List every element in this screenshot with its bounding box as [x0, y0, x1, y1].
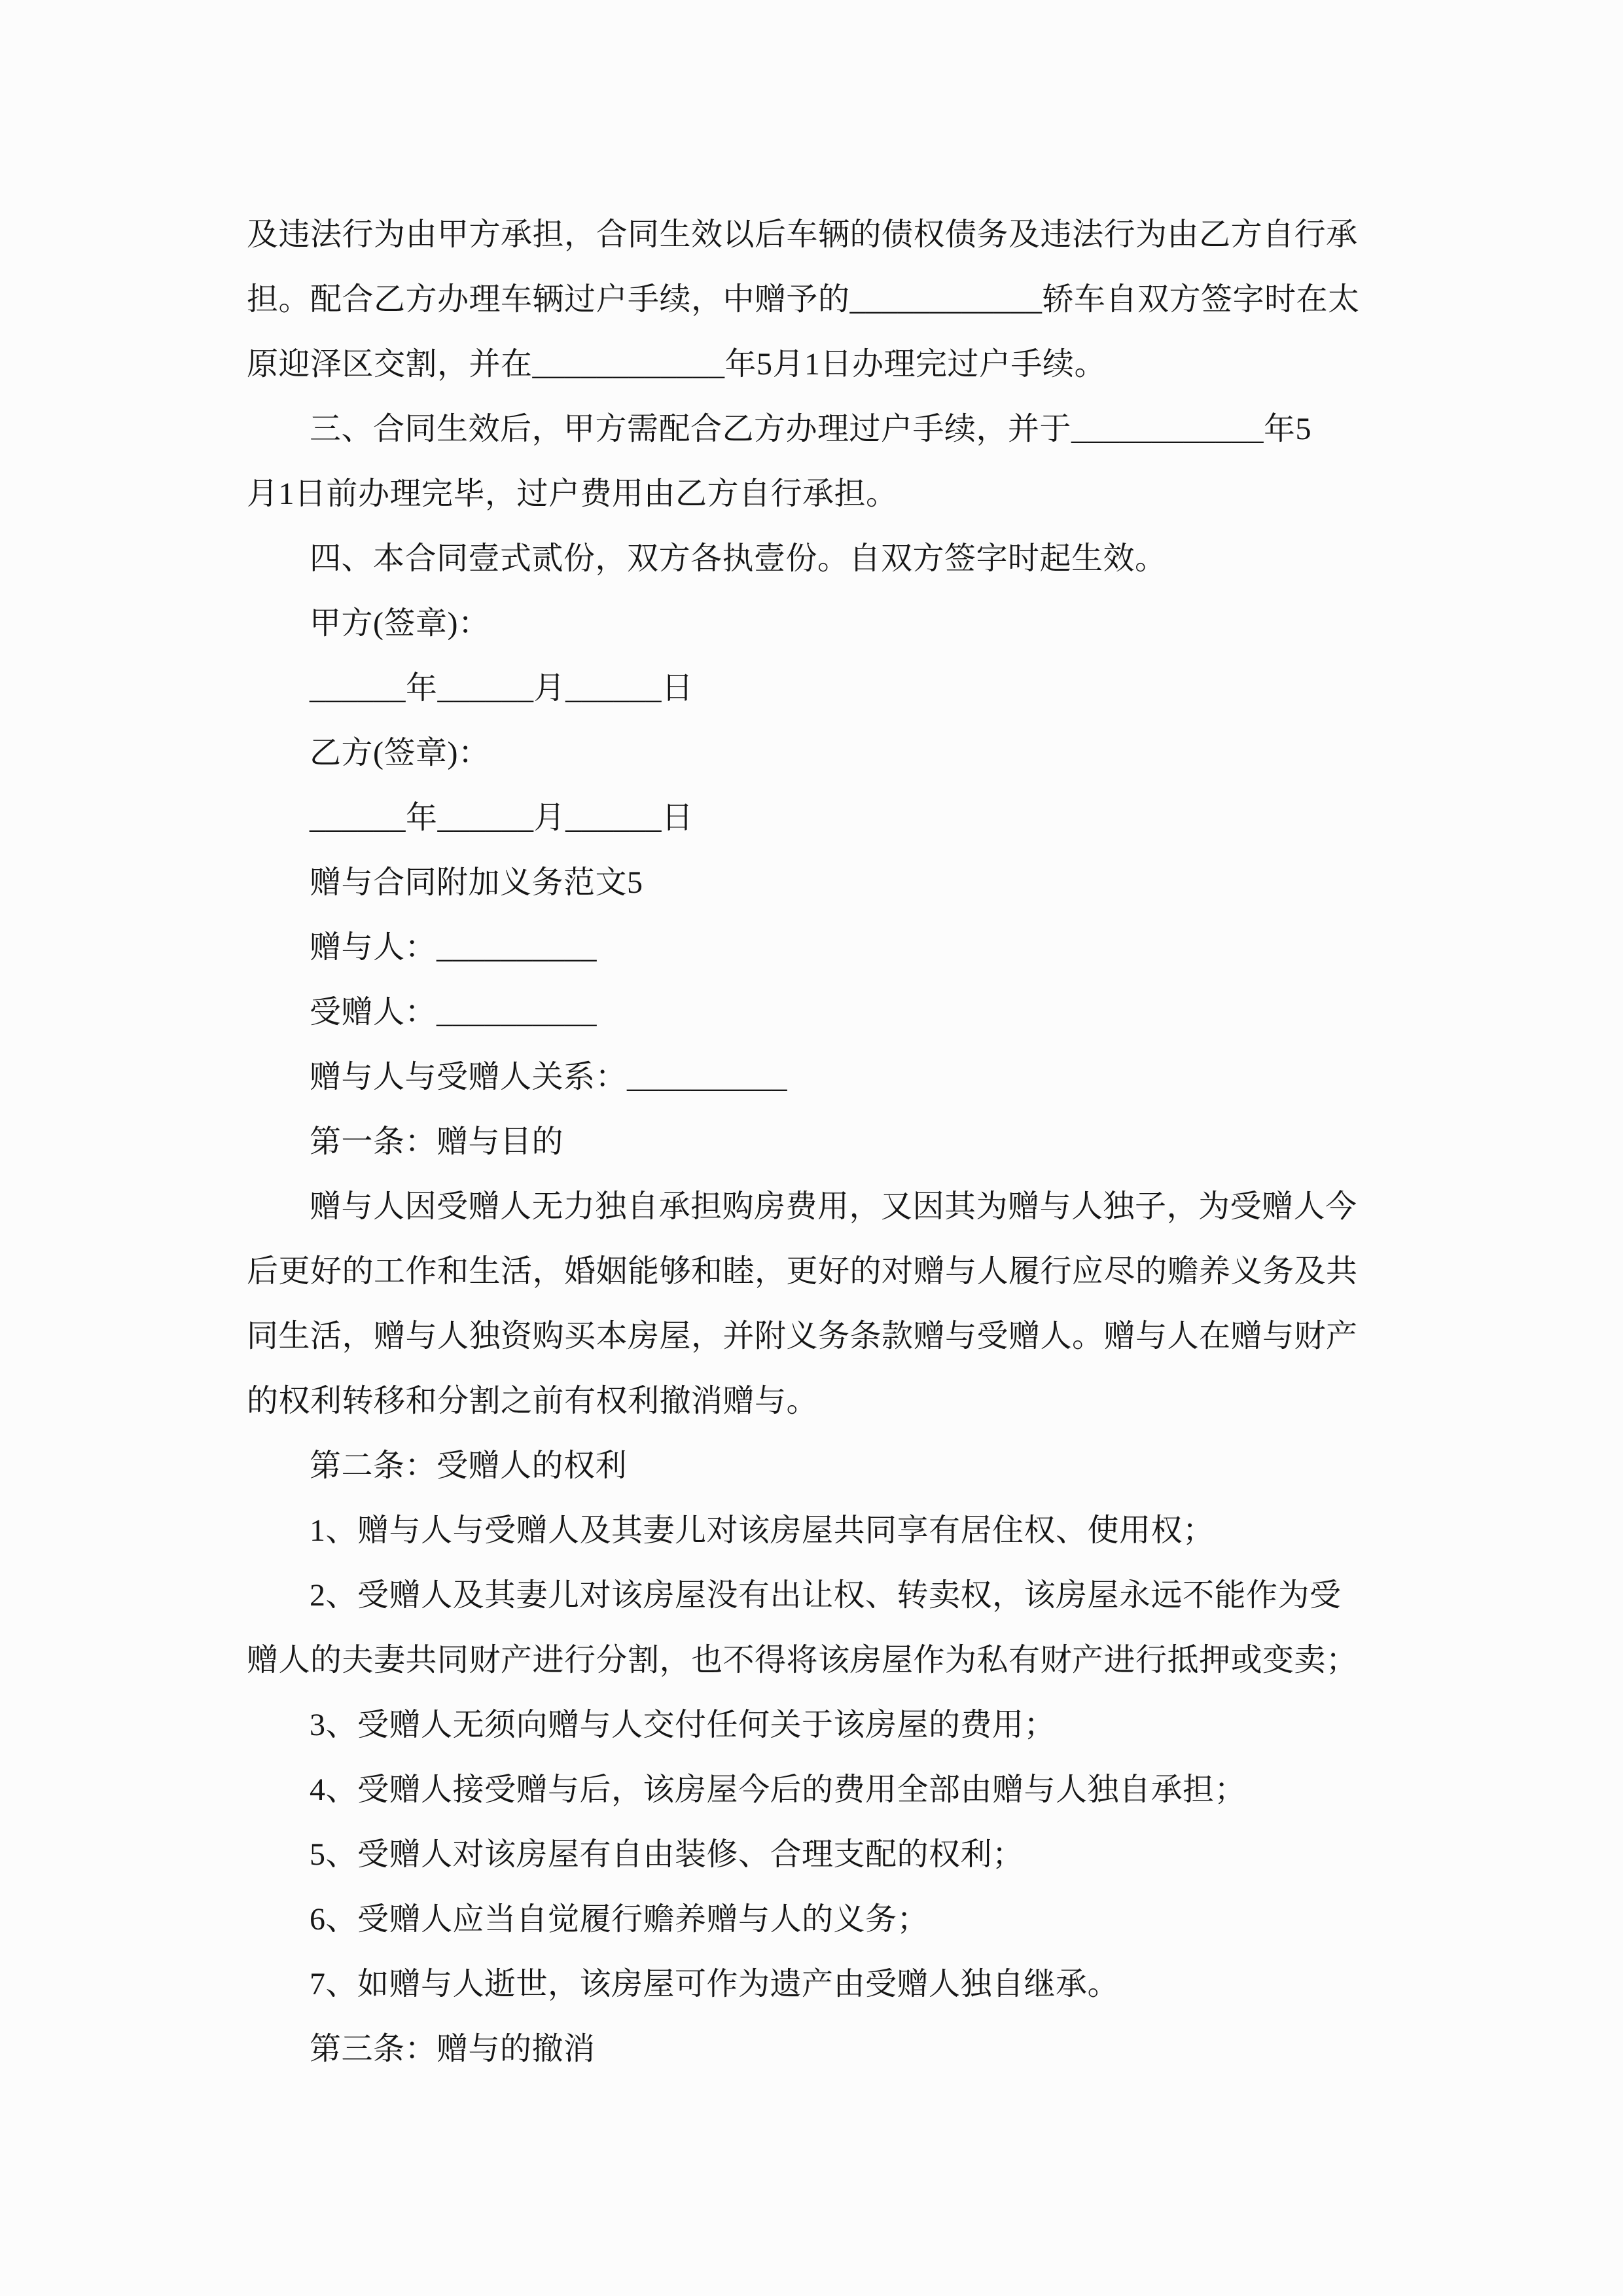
document-line: 2、受赠人及其妻儿对该房屋没有出让权、转卖权，该房屋永远不能作为受: [310, 1578, 1342, 1613]
document-line: 1、赠与人与受赠人及其妻儿对该房屋共同享有居住权、使用权；: [310, 1513, 1215, 1548]
document-line: 第三条：赠与的撤消: [310, 2032, 596, 2066]
document-line: ______年______月______日: [310, 671, 694, 706]
document-line: 赠与人因受赠人无力独自承担购房费用，又因其为赠与人独子，为受赠人今: [310, 1189, 1357, 1224]
document-line: 乙方(签章)：: [310, 736, 490, 770]
document-line: 同生活，赠与人独资购买本房屋，并附义务条款赠与受赠人。赠与人在赠与财产: [247, 1319, 1358, 1354]
document-line: 5、受赠人对该房屋有自由装修、合理支配的权利；: [310, 1837, 1024, 1872]
document-line: 原迎泽区交割，并在____________年5月1日办理完过户手续。: [247, 347, 1107, 382]
document-line: 的权利转移和分割之前有权利撤消赠与。: [247, 1384, 819, 1418]
document-line: 担。配合乙方办理车辆过户手续，中赠予的____________轿车自双方签字时在太: [247, 282, 1360, 317]
document-line: 6、受赠人应当自觉履行赡养赠与人的义务；: [310, 1902, 929, 1937]
document-line: 赠与合同附加义务范文5: [310, 865, 643, 900]
document-line: 第一条：赠与目的: [310, 1124, 564, 1159]
document-line: 后更好的工作和生活，婚姻能够和睦，更好的对赠与人履行应尽的赡养义务及共: [247, 1254, 1358, 1289]
document-line: 四、本合同壹式贰份，双方各执壹份。自双方签字时起生效。: [310, 541, 1167, 576]
document-line: ______年______月______日: [310, 800, 694, 835]
document-content: [247, 202, 1385, 2081]
document-line: 赠与人与受赠人关系：__________: [310, 1060, 788, 1094]
document-line: 甲方(签章)：: [310, 606, 490, 641]
document-line: 三、合同生效后，甲方需配合乙方办理过户手续，并于____________年5: [310, 412, 1312, 446]
document-line: 赠与人：__________: [310, 930, 597, 965]
document-line: 及违法行为由甲方承担，合同生效以后车辆的债权债务及违法行为由乙方自行承: [247, 217, 1358, 252]
document-line: 赠人的夫妻共同财产进行分割，也不得将该房屋作为私有财产进行抵押或变卖；: [247, 1643, 1358, 1677]
document-line: 第二条：受赠人的权利: [310, 1448, 628, 1483]
document-line: 7、如赠与人逝世，该房屋可作为遗产由受赠人独自继承。: [310, 1967, 1120, 2001]
document-line: 月1日前办理完毕，过户费用由乙方自行承担。: [247, 476, 898, 511]
document-line: 受赠人：__________: [310, 995, 597, 1030]
document-line: 4、受赠人接受赠与后，该房屋今后的费用全部由赠与人独自承担；: [310, 1772, 1247, 1807]
document-line: 3、受赠人无须向赠与人交付任何关于该房屋的费用；: [310, 1708, 1056, 1742]
